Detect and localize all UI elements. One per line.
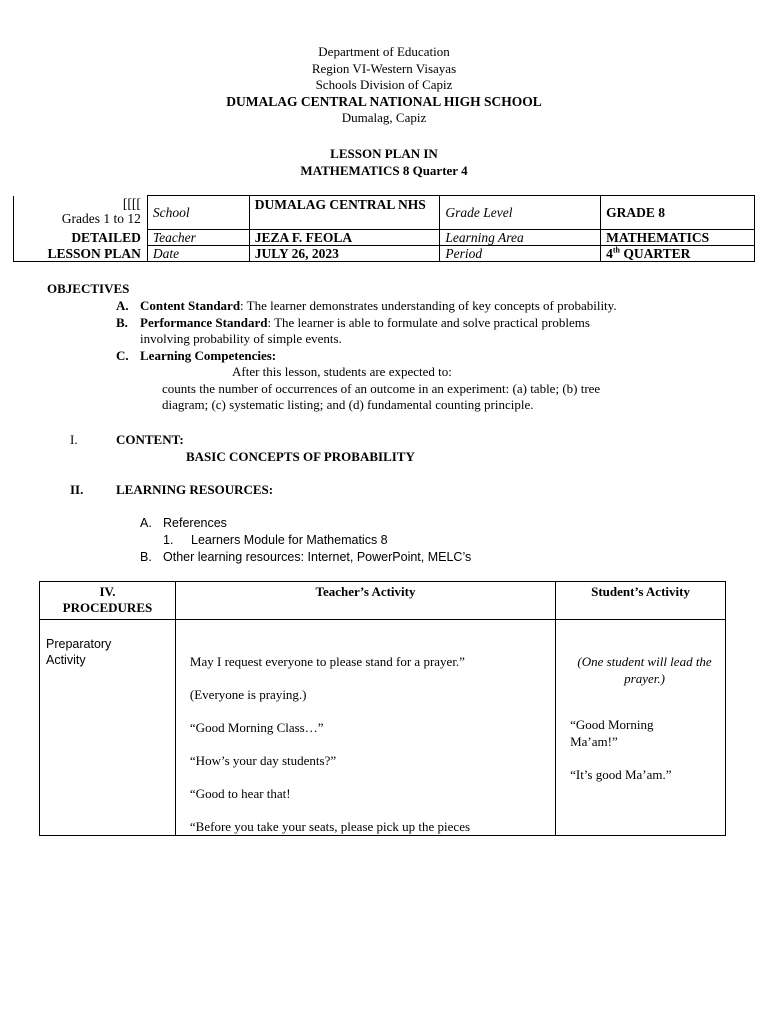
objective-a-marker: A. bbox=[116, 298, 129, 313]
objective-b-label: Performance Standard bbox=[140, 314, 268, 330]
competency-text-1: counts the number of occurrences of an outcome in an experiment: (a) table; (b) tree bbox=[162, 380, 601, 396]
objective-c bbox=[116, 348, 756, 365]
title-line-2: MATHEMATICS 8 Quarter 4 bbox=[300, 163, 468, 178]
lesson-info-table bbox=[13, 195, 755, 262]
objective-b-text-1: : The learner is able to formulate and solve practical problems bbox=[267, 314, 590, 330]
teacher-line: May I request everyone to please stand for a prayer.” bbox=[189, 654, 465, 669]
resource-a1 bbox=[140, 532, 471, 549]
preparatory-activity-label: Preparatory Activity bbox=[40, 620, 176, 836]
date-value: JULY 26, 2023 bbox=[249, 246, 440, 262]
resource-a1-marker: 1. bbox=[163, 533, 174, 547]
title-line-1: LESSON PLAN IN bbox=[330, 146, 438, 161]
resource-a bbox=[140, 515, 471, 532]
resource-b-marker: B. bbox=[140, 550, 152, 564]
content-numeral: I. bbox=[70, 432, 78, 447]
competency-intro: After this lesson, students are expected to: bbox=[232, 364, 452, 379]
procedures-col-header bbox=[40, 582, 176, 620]
resources-heading: LEARNING RESOURCES: bbox=[116, 482, 274, 497]
content-topic: BASIC CONCEPTS OF PROBABILITY bbox=[186, 449, 415, 464]
student-lead-prayer: (One student will lead the prayer.) bbox=[577, 654, 712, 686]
grade-level-value: GRADE 8 bbox=[601, 196, 755, 230]
objective-a-text: : The learner demonstrates understanding of key concepts of probability. bbox=[240, 298, 617, 313]
student-activity-cell bbox=[556, 620, 726, 836]
department-line: Department of Education bbox=[318, 44, 450, 59]
school-location: Dumalag, Capiz bbox=[341, 110, 427, 125]
division-line: Schools Division of Capiz bbox=[315, 77, 453, 92]
student-greeting: “Good Morning Ma’am!” bbox=[570, 717, 654, 749]
lesson-plan-label: LESSON PLAN bbox=[14, 246, 148, 262]
teacher-value: JEZA F. FEOLA bbox=[249, 230, 440, 246]
resource-a-text: References bbox=[163, 516, 227, 530]
objective-c-marker: C. bbox=[116, 347, 129, 363]
objective-a bbox=[116, 298, 756, 315]
procedures-numeral: IV. bbox=[99, 584, 116, 599]
period-number: 4 bbox=[606, 246, 613, 261]
grades-cell bbox=[14, 196, 148, 230]
teacher-line: “How’s your day students?” bbox=[189, 753, 337, 768]
procedures-table bbox=[39, 581, 726, 836]
objective-c-label: Learning Competencies: bbox=[140, 347, 277, 363]
competency-text-2: diagram; (c) systematic listing; and (d) fundamental counting principle. bbox=[162, 397, 534, 412]
period-label: Period bbox=[440, 246, 601, 262]
detailed-label: DETAILED bbox=[14, 230, 148, 246]
objectives-heading: OBJECTIVES bbox=[47, 281, 130, 296]
student-reply: “It’s good Ma’am.” bbox=[570, 767, 672, 782]
resource-a-marker: A. bbox=[140, 516, 152, 530]
document-title bbox=[0, 145, 768, 179]
objective-b-text-2: involving probability of simple events. bbox=[140, 331, 342, 346]
procedures-label: PROCEDURES bbox=[62, 600, 153, 615]
content-heading: CONTENT: bbox=[116, 432, 184, 447]
teacher-activity-cell bbox=[175, 620, 555, 836]
region-line: Region VI-Western Visayas bbox=[311, 60, 457, 76]
resources-list bbox=[140, 515, 471, 566]
grade-level-label: Grade Level bbox=[440, 196, 601, 230]
date-label: Date bbox=[147, 246, 249, 262]
teacher-activity-header: Teacher’s Activity bbox=[175, 582, 555, 620]
school-value: DUMALAG CENTRAL NHS bbox=[249, 196, 440, 230]
teacher-line: “Good Morning Class…” bbox=[189, 720, 324, 735]
school-label: School bbox=[147, 196, 249, 230]
period-value bbox=[601, 246, 755, 262]
learning-area-value: MATHEMATICS bbox=[601, 230, 755, 246]
teacher-line: “Before you take your seats, please pick up the pieces bbox=[189, 819, 471, 834]
objective-b bbox=[116, 315, 756, 332]
resource-b bbox=[140, 549, 471, 566]
school-name: DUMALAG CENTRAL NATIONAL HIGH SCHOOL bbox=[226, 93, 542, 109]
teacher-label: Teacher bbox=[147, 230, 249, 246]
corner-mark: [[[[ bbox=[122, 195, 141, 211]
objective-a-label: Content Standard bbox=[140, 298, 241, 313]
letterhead bbox=[0, 44, 768, 127]
resource-b-text: Other learning resources: Internet, PowerPoint, MELC’s bbox=[163, 550, 472, 564]
learning-area-label: Learning Area bbox=[440, 230, 601, 246]
period-text: QUARTER bbox=[619, 246, 691, 261]
objectives-list bbox=[116, 298, 756, 414]
grades-label: Grades 1 to 12 bbox=[61, 210, 141, 226]
objective-b-marker: B. bbox=[116, 314, 128, 330]
teacher-line: (Everyone is praying.) bbox=[189, 687, 307, 702]
teacher-line: “Good to hear that! bbox=[189, 786, 291, 801]
resources-numeral: II. bbox=[70, 482, 84, 497]
resource-a1-text: Learners Module for Mathematics 8 bbox=[191, 533, 388, 547]
student-activity-header: Student’s Activity bbox=[556, 582, 726, 620]
period-suffix: th bbox=[612, 245, 620, 255]
